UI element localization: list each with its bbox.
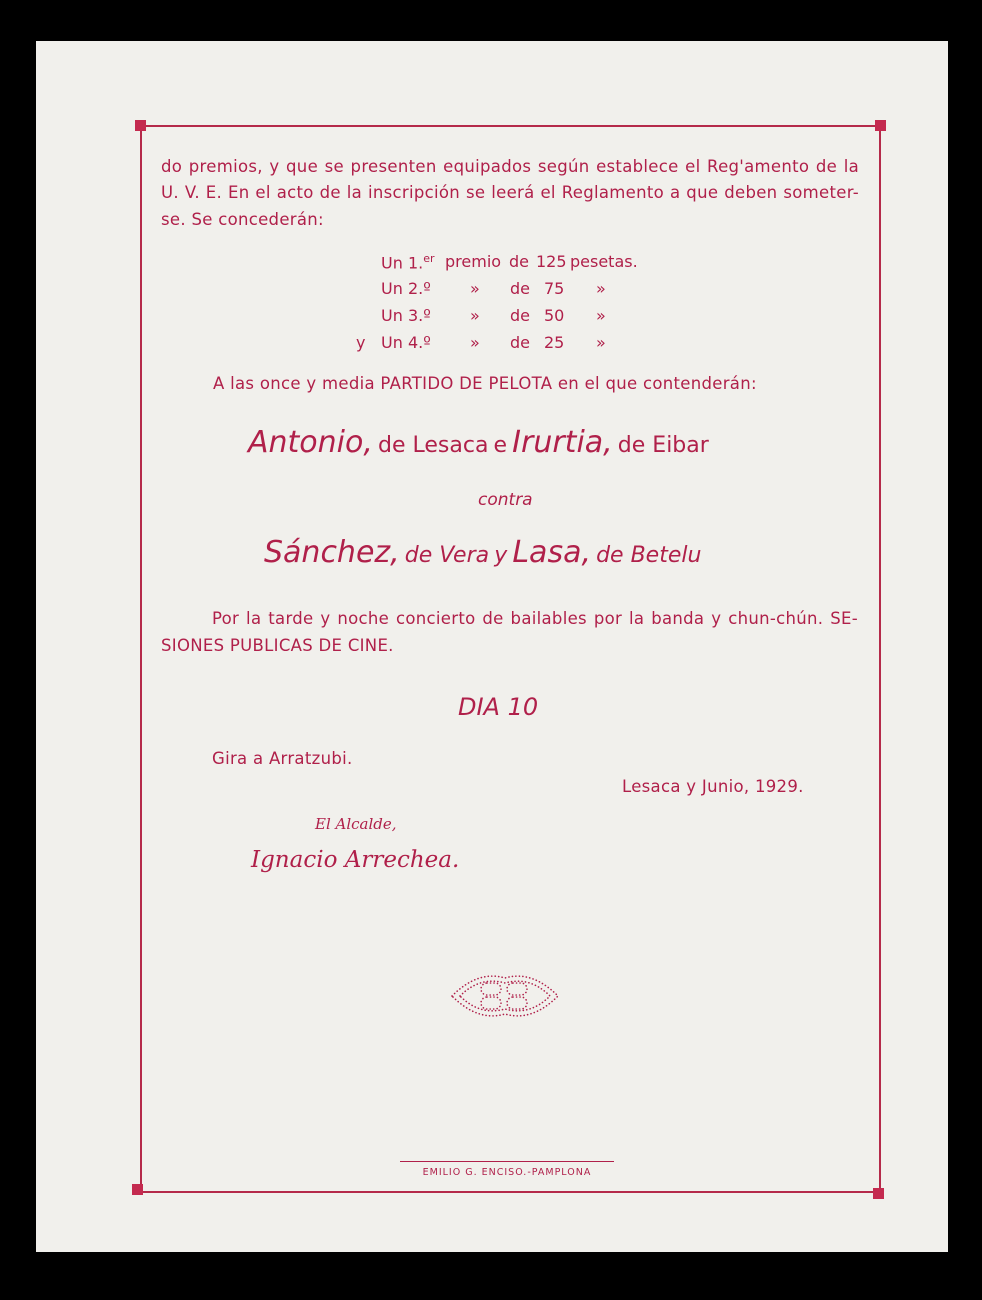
- corner-ornament-bottom-right: [873, 1188, 884, 1199]
- player-origin: de Lesaca: [378, 433, 489, 458]
- prize-amount: 75: [544, 279, 565, 298]
- place-date: Lesaca y Junio, 1929.: [622, 777, 804, 796]
- corner-ornament-bottom-left: [132, 1184, 143, 1195]
- ditto-mark: »: [470, 306, 480, 325]
- prize-de: de: [510, 279, 530, 298]
- prize-amount: 125: [536, 252, 567, 271]
- ditto-mark: »: [470, 279, 480, 298]
- prize-label: Un 4.º: [381, 333, 431, 352]
- player-sanchez: Sánchez,: [264, 535, 400, 570]
- evening-line-1: Por la tarde y noche concierto de bailables por la banda y chun-chún. SE-: [212, 609, 858, 628]
- player-origin: de Vera: [404, 543, 490, 568]
- signature-name: Ignacio Arrechea.: [251, 847, 460, 873]
- intro-line-2: U. V. E. En el acto de la inscripción se leerá el Reglamento a que deben someter-: [161, 183, 859, 202]
- player-origin: de Eibar: [617, 433, 709, 458]
- day-event: Gira a Arratzubi.: [212, 749, 353, 768]
- corner-ornament-top-right: [875, 120, 886, 131]
- intro-line-1: do premios, y que se presenten equipados según establece el Reg'amento de la: [161, 157, 859, 176]
- prize-amount: 25: [544, 333, 565, 352]
- prize-label: Un 1.$^{er}$: [381, 252, 435, 273]
- evening-line-2: SIONES PUBLICAS DE CINE.: [161, 636, 394, 655]
- printer-imprint: EMILIO G. ENCISO.-PAMPLONA: [422, 1167, 592, 1178]
- pelota-announcement: A las once y media PARTIDO DE PELOTA en el que contenderán:: [213, 374, 757, 393]
- player-irurtia: Irurtia,: [512, 425, 613, 460]
- printer-rule: [400, 1161, 614, 1162]
- prize-amount: 50: [544, 306, 565, 325]
- prize-prefix: y: [356, 333, 366, 352]
- team-joiner: e: [493, 433, 508, 458]
- prize-label: Un 2.º: [381, 279, 431, 298]
- intro-line-3: se. Se concederán:: [161, 210, 324, 229]
- ditto-mark: »: [596, 306, 606, 325]
- prize-label: Un 3.º: [381, 306, 431, 325]
- versus-label: contra: [478, 490, 533, 510]
- ditto-mark: »: [596, 333, 606, 352]
- team-two: [264, 535, 701, 570]
- ditto-mark: »: [596, 279, 606, 298]
- corner-ornament-top-left: [135, 120, 146, 131]
- signature-role: El Alcalde,: [315, 815, 397, 833]
- prize-de: de: [510, 333, 530, 352]
- prize-unit: pesetas.: [570, 252, 638, 271]
- team-one: [248, 425, 709, 460]
- player-lasa: Lasa,: [512, 535, 591, 570]
- team-joiner: y: [494, 543, 508, 568]
- player-origin: de Betelu: [596, 543, 702, 568]
- prize-de: de: [509, 252, 529, 271]
- day-heading: DIA 10: [458, 693, 539, 721]
- ditto-mark: »: [470, 333, 480, 352]
- player-antonio: Antonio,: [248, 425, 373, 460]
- prize-de: de: [510, 306, 530, 325]
- dotted-ornament: [448, 966, 562, 1026]
- prize-word: premio: [445, 252, 502, 271]
